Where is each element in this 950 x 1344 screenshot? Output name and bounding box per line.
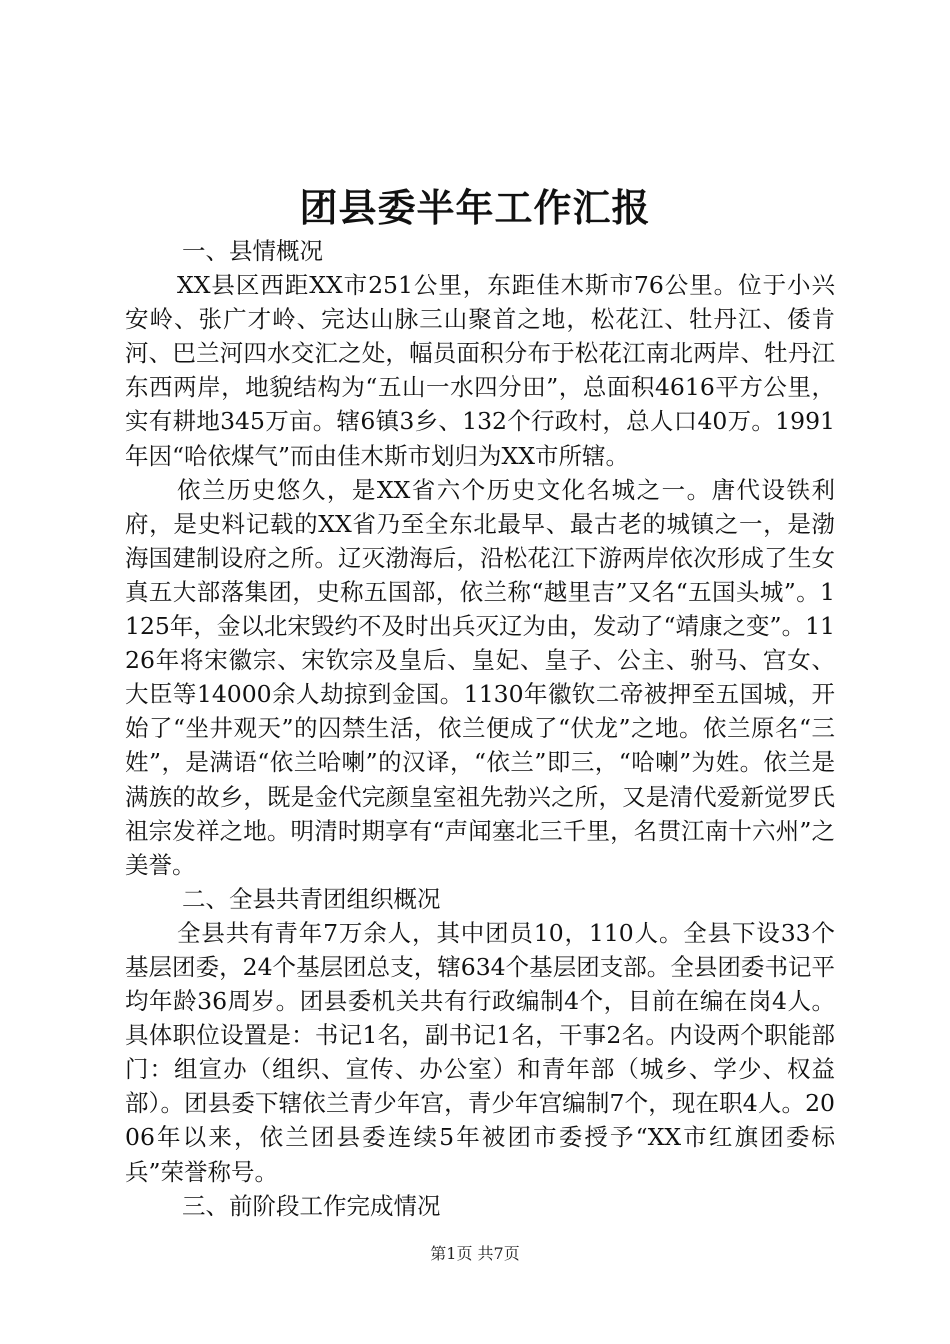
document-body [125, 234, 835, 1223]
page-number-footer: 第1页 共7页 [430, 1244, 520, 1263]
section-heading-youth-league-overview: 二、全县共青团组织概况 [182, 884, 441, 913]
paragraph-youth-league-organization: 全县共有青年7万余人，其中团员10，110人。全县下设33个基层团委，24个基层团总支，辖634个基层团支部。全县团委书记平均年龄36周岁。团县委机关共有行政编制4个，目前在编在岗4人。具体职位设置是：书记1名，副书记1名，干事2名。内设两个职能部门：组宣办（组织、宣传、办公室）和青年部（城乡、学少、权益部）。团县委下辖依兰青少年宫，青少年宫编制7个，现在职4人。2006年以来，依兰团县委连续5年被团市委授予“XX市红旗团委标兵”荣誉称号。 [125, 918, 835, 1186]
section-heading-county-overview: 一、县情概况 [182, 237, 323, 265]
section-heading-work-progress: 三、前阶段工作完成情况 [182, 1191, 441, 1220]
document-title: 团县委半年工作汇报 [299, 185, 651, 230]
paragraph-county-location: XX县区西距XX市251公里，东距佳木斯市76公里。位于小兴安岭、张广才岭、完达山脉三山聚首之地，松花江、牡丹江、倭肯河、巴兰河四水交汇之处，幅员面积分布于松花江南北两岸、牡丹江东西两岸，地貌结构为“五山一水四分田”，总面积4616平方公里，实有耕地345万亩。辖6镇3乡、132个行政村，总人口40万。1991年因“哈依煤气”而由佳木斯市划归为XX市所辖。 [125, 271, 835, 470]
paragraph-county-history: 依兰历史悠久，是XX省六个历史文化名城之一。唐代设铁利府，是史料记载的XX省乃至全东北最早、最古老的城镇之一，是渤海国建制设府之所。辽灭渤海后，沿松花江下游两岸依次形成了生女真五大部落集团，史称五国部，依兰称“越里吉”又名“五国头城”。1125年，金以北宋毁约不及时出兵灭辽为由，发动了“靖康之变”。1126年将宋徽宗、宋钦宗及皇后、皇妃、皇子、公主、驸马、宫女、大臣等14000余人劫掠到金国。1130年徽钦二帝被押至五国城，开始了“坐井观天”的囚禁生活，依兰便成了“伏龙”之地。依兰原名“三姓”，是满语“依兰哈喇”的汉译，“依兰”即三，“哈喇”为姓。依兰是满族的故乡，既是金代完颜皇室祖先勃兴之所，又是清代爱新觉罗氏祖宗发祥之地。明清时期享有“声闻塞北三千里，名贯江南十六州”之美誉。 [125, 475, 835, 879]
